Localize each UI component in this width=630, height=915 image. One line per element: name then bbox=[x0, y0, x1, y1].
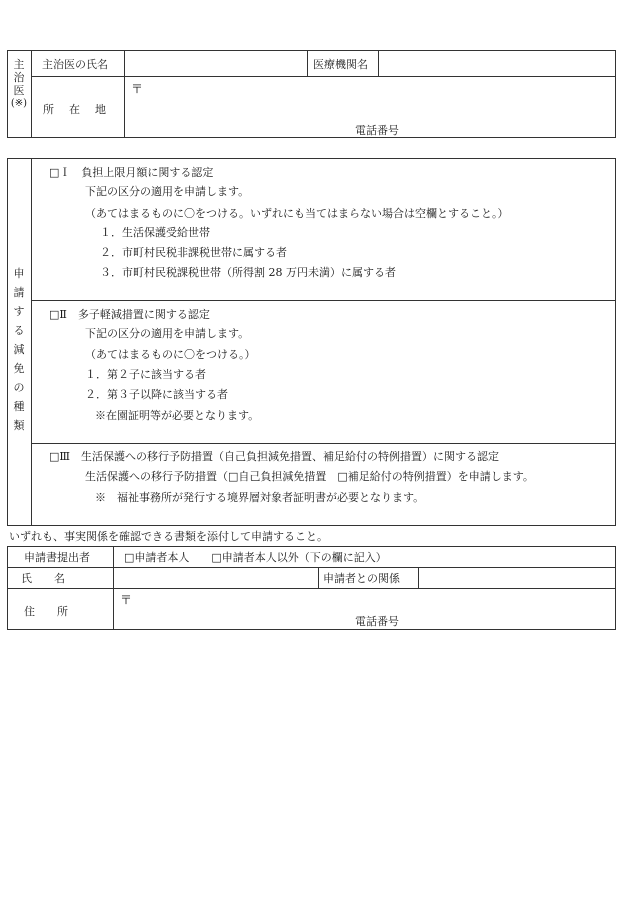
submitter-postal-mark: 〒 bbox=[120, 593, 133, 607]
physician-divider-institution-left bbox=[307, 50, 308, 76]
reduction-section2-divider bbox=[31, 443, 616, 444]
sec3-title-checkbox[interactable]: □Ⅲ 生活保護への移行予防措置（自己負担減免措置、補足給付の特例措置）に関する認定 bbox=[49, 450, 499, 463]
physician-name-label: 主治医の氏名 bbox=[42, 58, 108, 71]
relation-label: 申請者との関係 bbox=[323, 572, 400, 585]
submitter-name-label: 氏 名 bbox=[21, 572, 65, 585]
submitter-name-field[interactable] bbox=[114, 568, 317, 587]
institution-label: 医療機関名 bbox=[313, 58, 368, 71]
sec1-item-3[interactable]: ３．市町村民税課税世帯（所得割 28 万円未満）に属する者 bbox=[100, 266, 396, 279]
sec1-item-1[interactable]: １．生活保護受給世帯 bbox=[100, 226, 210, 239]
submitter-label: 申請書提出者 bbox=[24, 551, 90, 564]
submitter-phone-label: 電話番号 bbox=[355, 615, 399, 628]
attachment-footnote: いずれも、事実関係を確認できる書類を添付して申請すること。 bbox=[9, 530, 328, 543]
sec1-title-checkbox[interactable]: □Ｉ 負担上限月額に関する認定 bbox=[49, 166, 214, 179]
sec3-line1[interactable]: 生活保護への移行予防措置（□自己負担減免措置 □補足給付の特例措置）を申請します。 bbox=[85, 470, 534, 483]
sec2-item-2[interactable]: ２．第３子以降に該当する者 bbox=[85, 388, 228, 401]
institution-field[interactable] bbox=[379, 51, 615, 75]
sec2-line1: 下記の区分の適用を申請します。 bbox=[85, 327, 250, 340]
physician-phone-label: 電話番号 bbox=[355, 124, 399, 137]
sec1-line2: （あてはまるものに〇をつける。いずれにも当てはまらない場合は空欄とすること。） bbox=[85, 207, 509, 220]
relation-divider-left bbox=[318, 567, 319, 588]
sec1-item-2[interactable]: ２．市町村民税非課税世帯に属する者 bbox=[100, 246, 287, 259]
sec2-item-1[interactable]: １．第２子に該当する者 bbox=[85, 368, 206, 381]
submitter-address-label: 住 所 bbox=[24, 605, 68, 618]
sec2-title-checkbox[interactable]: □Ⅱ 多子軽減措置に関する認定 bbox=[49, 308, 210, 321]
reduction-types-side-label: 申 請 す る 減 免 の 種 類 bbox=[13, 267, 25, 432]
relation-field[interactable] bbox=[419, 568, 615, 587]
sec1-line1: 下記の区分の適用を申請します。 bbox=[85, 185, 250, 198]
reduction-types-side-divider bbox=[31, 158, 32, 526]
sec3-note: ※ 福祉事務所が発行する境界層対象者証明書が必要となります。 bbox=[95, 491, 425, 504]
physician-address-label: 所 在 地 bbox=[43, 103, 108, 116]
submitter-options[interactable]: □申請者本人 □申請者本人以外（下の欄に記入） bbox=[124, 551, 387, 564]
physician-divider-side bbox=[31, 50, 32, 138]
physician-postal-mark: 〒 bbox=[131, 82, 144, 96]
reduction-section1-divider bbox=[31, 300, 616, 301]
sec2-note: ※在園証明等が必要となります。 bbox=[95, 409, 260, 422]
physician-name-field[interactable] bbox=[125, 51, 306, 75]
physician-side-label: 主 治 医 (※) bbox=[10, 58, 28, 109]
sec2-line2: （あてはまるものに〇をつける。） bbox=[85, 348, 256, 361]
